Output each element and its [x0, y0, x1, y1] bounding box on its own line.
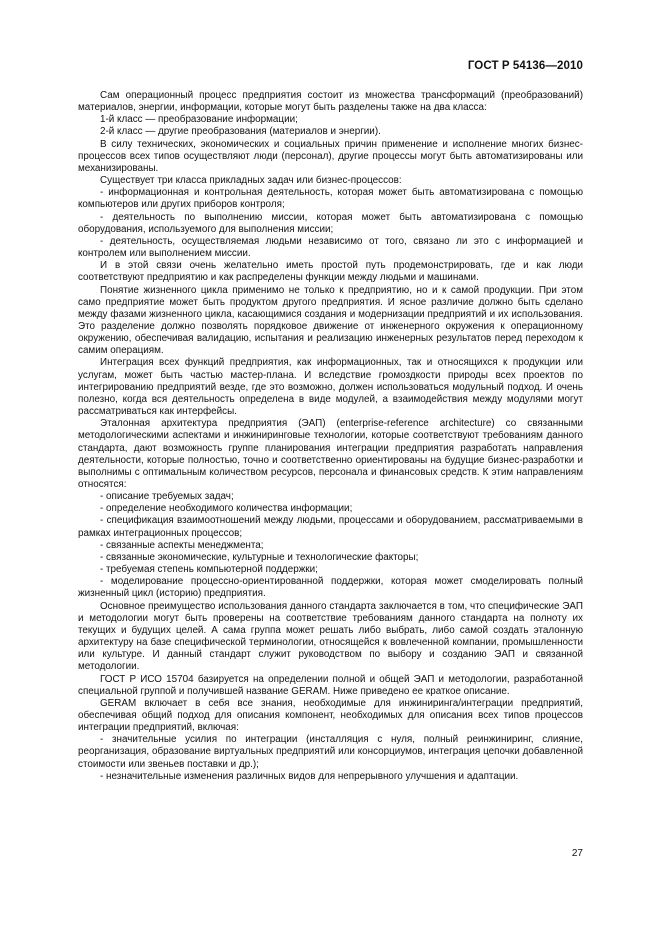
list-item-class-1: 1-й класс — преобразование информации;	[100, 114, 298, 126]
body-text	[78, 90, 583, 783]
list-item-human-activity: - деятельность, осуществляемая людьми независимо от того, связано ли это с информацией и контролем или выполнением миссии.	[78, 235, 583, 260]
paragraph-three-classes: Существует три класса прикладных задач или бизнес-процессов:	[100, 175, 402, 187]
list-item-tasks: - описание требуемых задач;	[100, 491, 234, 503]
paragraph-main-advantage: Основное преимущество использования данного стандарта заключается в том, что специфические ЭАП и методологии могут быть проверены на соответствие требованиям данного стандарта на полноту их текущих и будущих целей. А сама группа может решать либо выбрать, либо самой создать эталонную архитектуру на базе специфической терминологии, относящейся к вовлеченной компании, промышленности или культуре. И данный стандарт служит руководством по выбору и созданию ЭАП и связанной методологии.	[78, 600, 583, 673]
list-item-information-control: - информационная и контрольная деятельность, которая может быть автоматизирована с помощью компьютеров или других приборов контроля;	[78, 187, 583, 211]
list-item-mission: - деятельность по выполнению миссии, которая может быть автоматизирована с помощью оборудования, используемого для выполнения миссии;	[78, 211, 583, 235]
list-item-management: - связанные аспекты менеджмента;	[100, 539, 264, 551]
paragraph-iso-15704: ГОСТ Р ИСО 15704 базируется на определении полной и общей ЭАП и методологии, разработанной специальной группой и получившей название GERAM. Ниже приведено ее краткое описание.	[78, 673, 583, 697]
list-item-modeling: - моделирование процессно-ориентированной поддержки, которая может смоделировать полный жизненный цикл (историю) предприятия.	[78, 576, 583, 600]
list-item-information-amount: - определение необходимого количества информации;	[100, 503, 353, 515]
paragraph-people-machines: И в этой связи очень желательно иметь простой путь продемонстрировать, где и как люди соответствуют предприятию и как распределены функции между людьми и машинами.	[78, 260, 583, 284]
list-item-relationships: - спецификация взаимоотношений между людьми, процессами и оборудованием, рассматриваемыми в рамках интеграционных процессов;	[78, 515, 583, 539]
list-item-factors: - связанные экономические, культурные и технологические факторы;	[100, 551, 419, 563]
list-item-class-2: 2-й класс — другие преобразования (материалов и энергии).	[100, 126, 381, 138]
paragraph-reference-architecture: Эталонная архитектура предприятия (ЭАП) (enterprise-reference architecture) со связанными методологическими аспектами и инжиниринговые технологии, которые соответствуют требованиям данного стандарта, дают возможность группе планирования интеграции предприятия разработать направления деятельности, которые полностью, точно и соответственно ориентированы на будущие бизнес-разработки и выполнимы с оптимальным количеством ресурсов, персонала и финансовых средств. К этим направлениям относятся:	[78, 418, 583, 490]
standard-designation: ГОСТ Р 54136—2010	[467, 60, 583, 72]
paragraph-automation: В силу технических, экономических и социальных причин применение и исполнение многих бизнес-процессов всех типов осуществляют люди (персонал), другие процессы могут быть автоматизированы или механизированы.	[78, 138, 583, 174]
paragraph-integration: Интеграция всех функций предприятия, как информационных, так и относящихся к продукции или услугам, может быть частью мастер-плана. И вследствие громоздкости природы всех проектов по интегрированию предприятий везде, где это возможно, должен использоваться модульный подход. И очень полезно, когда вся деятельность определена в виде модулей, а взаимодействия между модулями могут рассматриваться как интерфейсы.	[78, 357, 583, 418]
paragraph-geram: GERAM включает в себя все знания, необходимые для инжиниринга/интеграции предприятий, обеспечивая общий подход для описания компонент, необходимых для описания всех типов процессов интеграции предприятий, включая:	[78, 697, 583, 734]
paragraph-operational-process: Сам операционный процесс предприятия состоит из множества трансформаций (преобразований) материалов, энергии, информации, которые могут быть разделены также на два класса:	[78, 90, 583, 114]
list-item-major-efforts: - значительные усилия по интеграции (инсталляция с нуля, полный реинжиниринг, слияние, реорганизация, образование виртуальных предприятий или консорциумов, интеграция цепочки добавленной стоимости или звеньев поставки и др.);	[78, 734, 583, 770]
paragraph-life-cycle: Понятие жизненного цикла применимо не только к предприятию, но и к самой продукции. При этом само предприятие может быть продуктом другого предприятия. И ясное различие должно быть сделано между фазами жизненного цикла, касающимися создания и модернизации предприятий и их использования. Это разделение должно позволять порядковое движение от инженерного окружения к операционному окружению, обеспечивая валидацию, испытания и реализацию инженерных результатов перед переходом к самим операциям.	[78, 284, 583, 357]
page-number: 27	[571, 848, 583, 859]
list-item-minor-changes: - незначительные изменения различных видов для непрерывного улучшения и адаптации.	[100, 770, 519, 782]
list-item-computer-support: - требуемая степень компьютерной поддержки;	[100, 564, 318, 576]
